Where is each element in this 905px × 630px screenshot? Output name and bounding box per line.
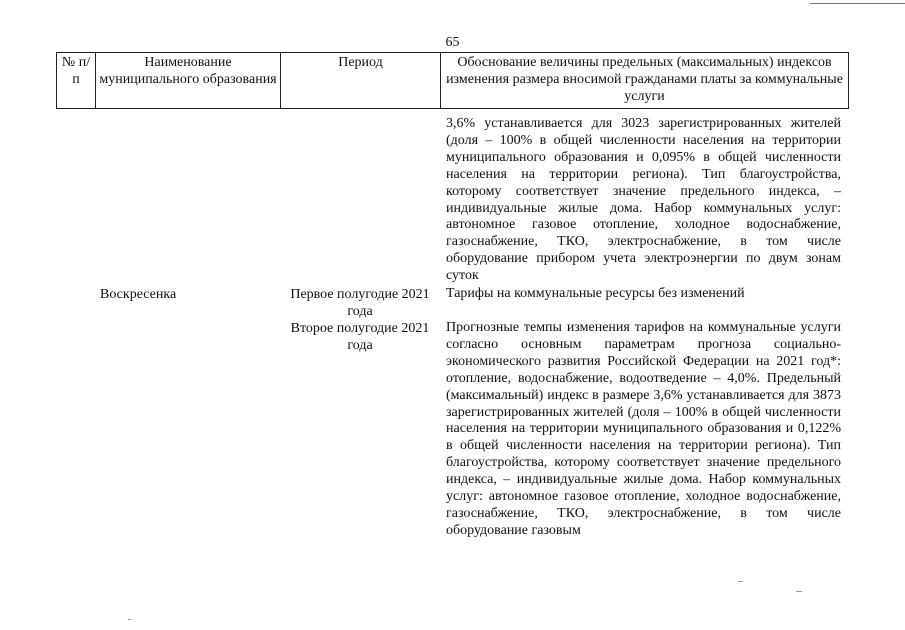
municipality-name: Воскресенка [100, 287, 177, 302]
corner-line [810, 3, 905, 4]
justification-first-half: Тарифы на коммунальные ресурсы без изменений [446, 286, 745, 301]
scan-speck [128, 619, 131, 620]
scan-speck [738, 581, 743, 582]
header-number: № п/п [57, 53, 96, 109]
period-second-half: Второе полугодие 2021 года [290, 321, 430, 353]
page-number: 65 [445, 35, 460, 50]
header-period: Период [281, 53, 441, 109]
period-first-half: Первое полугодие 2021 года [290, 287, 430, 319]
justification-continuation: 3,6% устанавливается для 3023 зарегистрированных жителей (доля – 100% в общей численности населения на территории муниципального образования и 0,095% в общей численности населения на территории региона). Тип благоустройства, которому соответствует значение предельного индекса, – индивидуальные жилые дома. Набор коммунальных услуг: автономное газовое отопление, холодное водоснабжение, газоснабжение, ТКО, электроснабжение, в том числе оборудование прибором учета электроэнергии по двум зонам суток [446, 116, 841, 284]
header-justification: Обоснование величины предельных (максимальных) индексов изменения размера вносимой гражданами платы за коммунальные услуги [441, 53, 849, 109]
scan-speck [796, 591, 802, 592]
justification-second-half: Прогнозные темпы изменения тарифов на коммунальные услуги согласно основным параметрам прогноза социально-экономического развития Российской Федерации на 2021 год*: отопление, водоснабжение, водоотведение – 4,0%. Предельный (максимальный) индекс в размере 3,6% устанавливается для 3873 зарегистрированных жителей (доля – 100% в общей численности населения на территории муниципального образования и 0,122% в общей численности населения на территории региона). Тип благоустройства, которому соответствует значение предельного индекса, – индивидуальные жилые дома. Набор коммунальных услуг: автономное газовое отопление, холодное водоснабжение, газоснабжение, ТКО, электроснабжение, в том числе оборудование газовым [446, 320, 841, 538]
table-header [56, 52, 849, 109]
header-municipality: Наименование муниципального образования [96, 53, 281, 109]
header-row [57, 53, 849, 109]
